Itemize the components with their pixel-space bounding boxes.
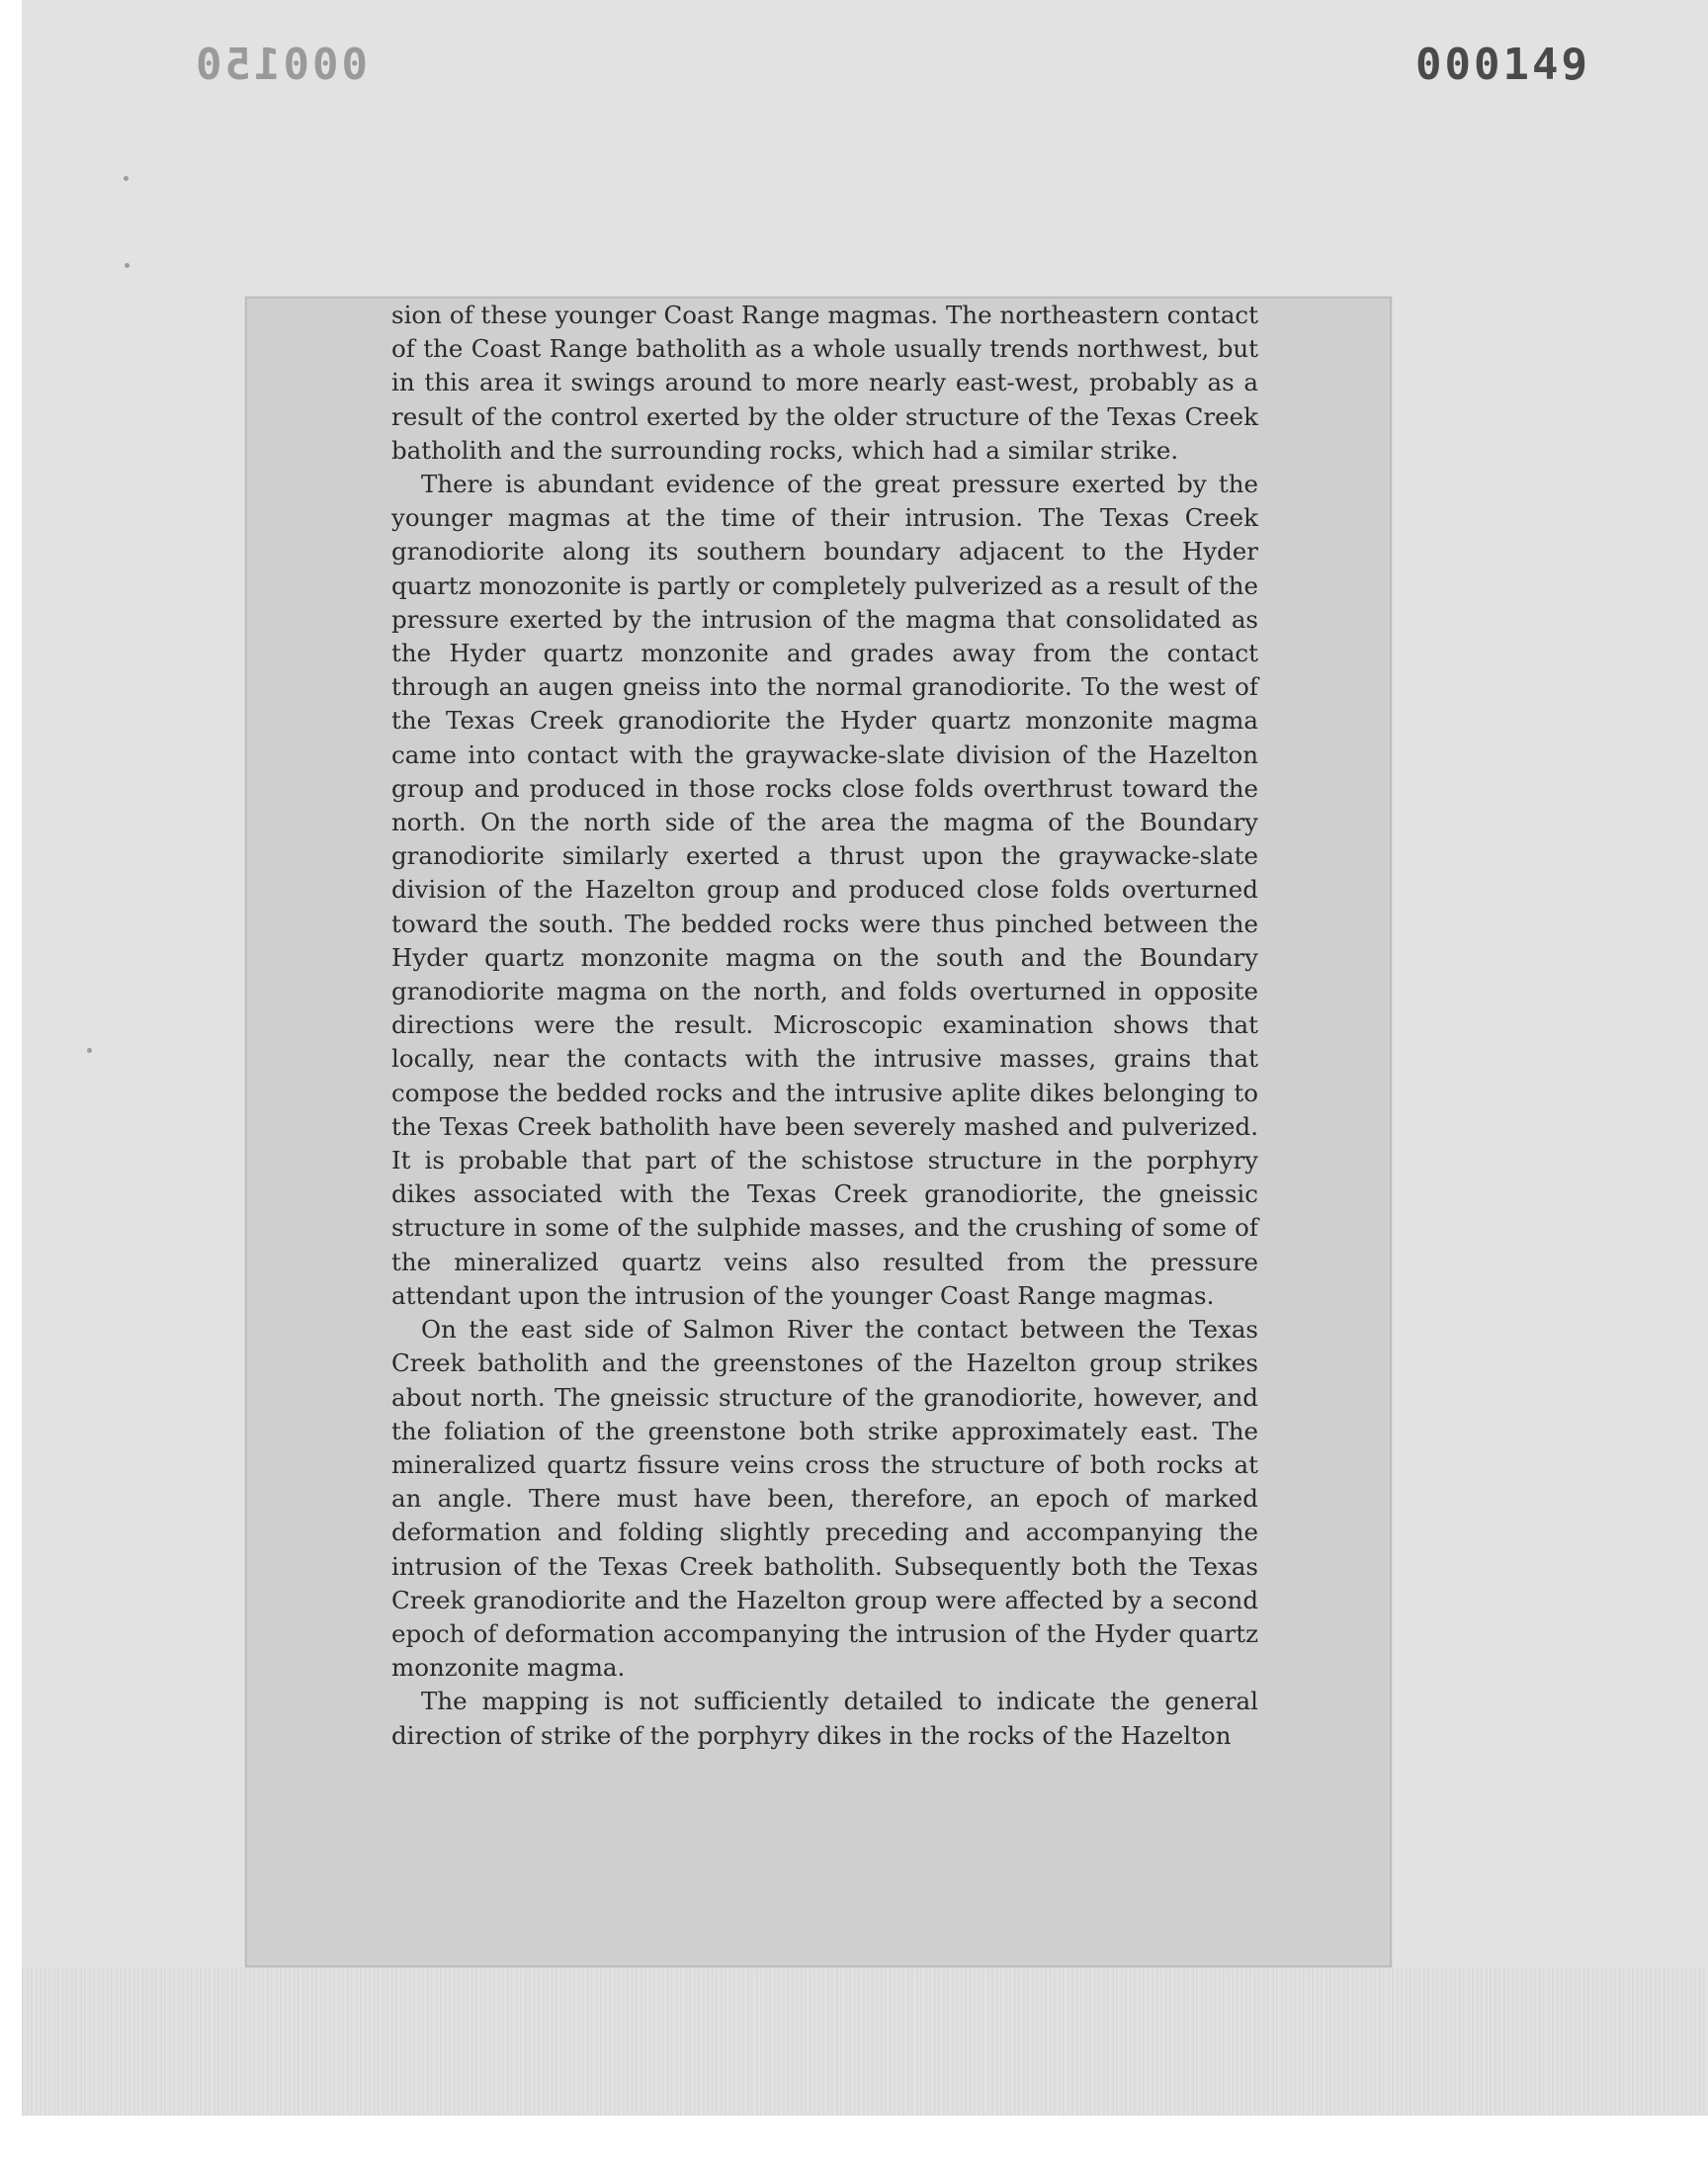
body-text: [391, 299, 1258, 1753]
dust-speck: [87, 1048, 92, 1053]
dust-speck: [124, 176, 128, 181]
dust-speck: [125, 263, 129, 268]
bleed-through-page-number: 000150: [193, 40, 368, 90]
paragraph: sion of these younger Coast Range magmas. The northeastern contact of the Coast Range batholith as a whole usually trends northwest, but in this area it swings around to more nearly east-west, probably as a result of the control exerted by the older structure of the Texas Creek batholith and the surrounding rocks, which had a similar strike.: [391, 301, 1258, 465]
paragraph: On the east side of Salmon River the contact between the Texas Creek batholith and the greenstones of the Hazelton group strikes about north. The gneissic structure of the granodiorite, however, and the foliation of the greenstone both strike approximately east. The mineralized quartz fissure veins cross the structure of both rocks at an angle. There must have been, therefore, an epoch of marked deformation and folding slightly preceding and accompanying the intrusion of the Texas Creek batholith. Subsequently both the Texas Creek granodiorite and the Hazelton group were affected by a second epoch of deformation accompanying the intrusion of the Hyder quartz monzonite magma.: [391, 1315, 1258, 1683]
paragraph: The mapping is not sufficiently detailed to indicate the general direction of strike of the porphyry dikes in the rocks of the Hazelton: [391, 1687, 1258, 1750]
page-number-stamp: 000149: [1415, 40, 1590, 90]
scan-edge-band: [22, 1967, 1708, 2116]
paragraph: There is abundant evidence of the great pressure exerted by the younger magmas at the time of their intrusion. The Texas Creek granodiorite along its southern boundary adjacent to the Hyder quartz monozonite is partly or completely pulverized as a result of the pressure exerted by the intrusion of the magma that consolidated as the Hyder quartz monzonite and grades away from the contact through an augen gneiss into the normal granodiorite. To the west of the Texas Creek granodiorite the Hyder quartz monzonite magma came into contact with the graywacke-slate division of the Hazelton group and produced in those rocks close folds overthrust toward the north. On the north side of the area the magma of the Boundary granodiorite similarly exerted a thrust upon the graywacke-slate division of the Hazelton group and produced close folds overturned toward the south. The bedded rocks were thus pinched between the Hyder quartz monzonite magma on the south and the Boundary granodiorite magma on the north, and folds overturned in opposite directions were the result. Microscopic examination shows that locally, near the contacts with the intrusive masses, grains that compose the bedded rocks and the intrusive aplite dikes belonging to the Texas Creek batholith have been severely mashed and pulverized. It is probable that part of the schistose structure in the porphyry dikes associated with the Texas Creek granodiorite, the gneissic structure in some of the sulphide masses, and the crushing of some of the mineralized quartz veins also resulted from the pressure attendant upon the intrusion of the younger Coast Range magmas.: [391, 470, 1258, 1310]
document-page: [245, 297, 1392, 1967]
